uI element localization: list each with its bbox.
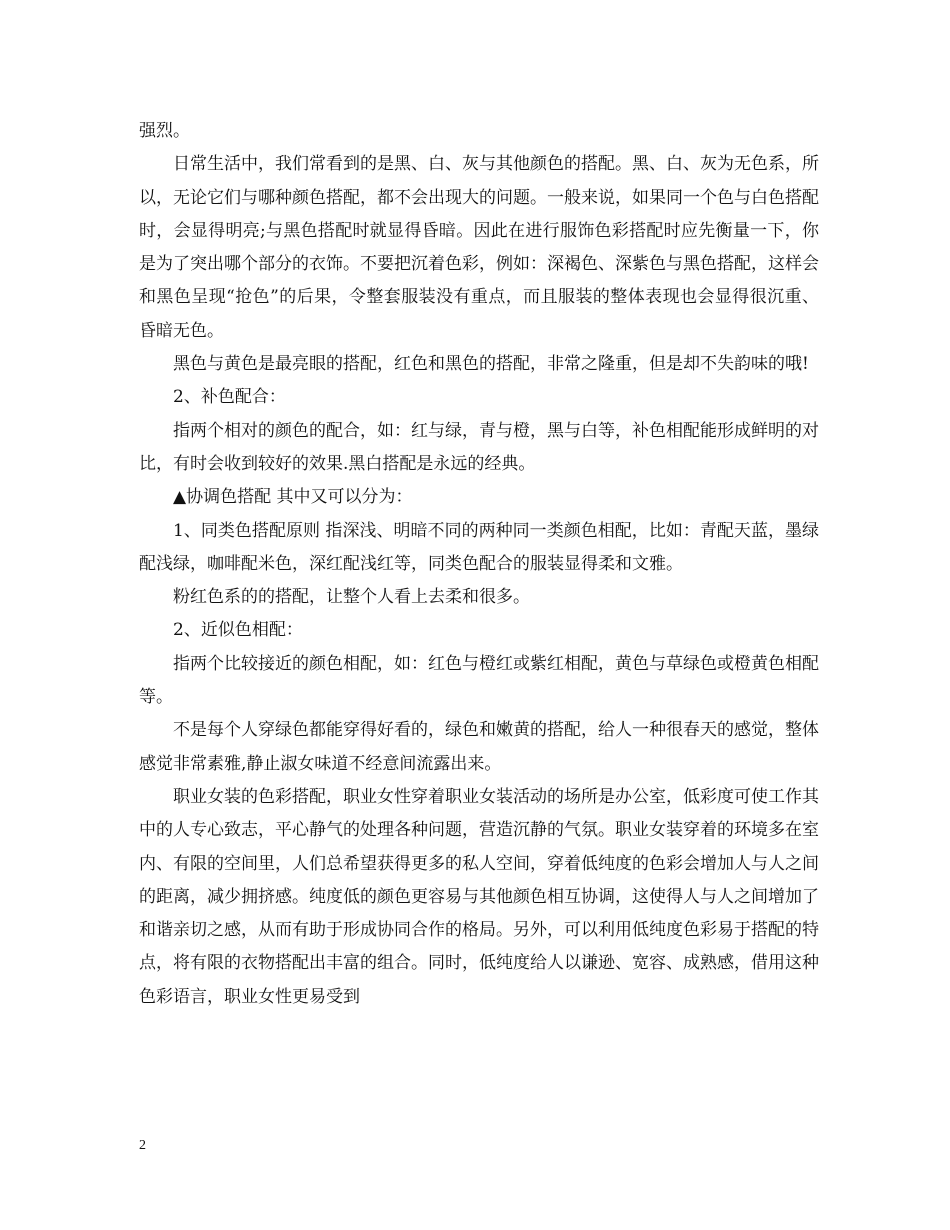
paragraph: 1、同类色搭配原则 指深浅、明暗不同的两种同一类颜色相配，比如：青配天蓝，墨绿配浅绿，咖啡配米色，深红配浅红等，同类色配合的服装显得柔和文雅。 [139,520,819,574]
paragraph: 黑色与黄色是最亮眼的搭配，红色和黑色的搭配，非常之隆重，但是却不失韵味的哦! [173,354,809,375]
paragraph: 粉红色系的的搭配，让整个人看上去柔和很多。 [173,587,530,608]
paragraph: 日常生活中，我们常看到的是黑、白、灰与其他颜色的搭配。黑、白、灰为无色系，所以，无论它们与哪种颜色搭配，都不会出现大的问题。一般来说，如果同一个色与白色搭配时，会显得明亮;与黑色搭配时就显得昏暗。因此在进行服饰色彩搭配时应先衡量一下，你是为了突出哪个部分的衣饰。不要把沉着色彩，例如：深褐色、深紫色与黑色搭配，这样会和黑色呈现“抢色”的后果，令整套服装没有重点，而且服装的整体表现也会显得很沉重、昏暗无色。 [139,154,819,341]
section-heading: ▲协调色搭配 其中又可以分为： [173,487,413,508]
section-heading: 2、补色配合： [173,387,286,408]
paragraph: 指两个比较接近的颜色相配，如：红色与橙红或紫红相配，黄色与草绿色或橙黄色相配等。 [139,653,819,708]
paragraph: 强烈。 [139,121,190,141]
page-number: 2 [139,1138,146,1153]
paragraph: 职业女装的色彩搭配，职业女性穿着职业女装活动的场所是办公室，低彩度可使工作其中的人专心致志，平心静气的处理各种问题，营造沉静的气氛。职业女装穿着的环境多在室内、有限的空间里，人们总希望获得更多的私人空间，穿着低纯度的色彩会增加人与人之间的距离，减少拥挤感。纯度低的颜色更容易与其他颜色相互协调，这使得人与人之间增加了和谐亲切之感，从而有助于形成协同合作的格局。另外，可以利用低纯度色彩易于搭配的特点，将有限的衣物搭配出丰富的组合。同时，低纯度给人以谦逊、宽容、成熟感，借用这种色彩语言，职业女性更易受到 [139,786,819,1007]
paragraph: 不是每个人穿绿色都能穿得好看的，绿色和嫩黄的搭配，给人一种很春天的感觉，整体感觉非常素雅,静止淑女味道不经意间流露出来。 [139,720,819,774]
body-text [139,115,819,1014]
paragraph: 指两个相对的颜色的配合，如：红与绿，青与橙，黑与白等，补色相配能形成鲜明的对比，有时会收到较好的效果.黑白搭配是永远的经典。 [139,420,819,474]
section-heading: 2、近似色相配： [173,620,303,641]
